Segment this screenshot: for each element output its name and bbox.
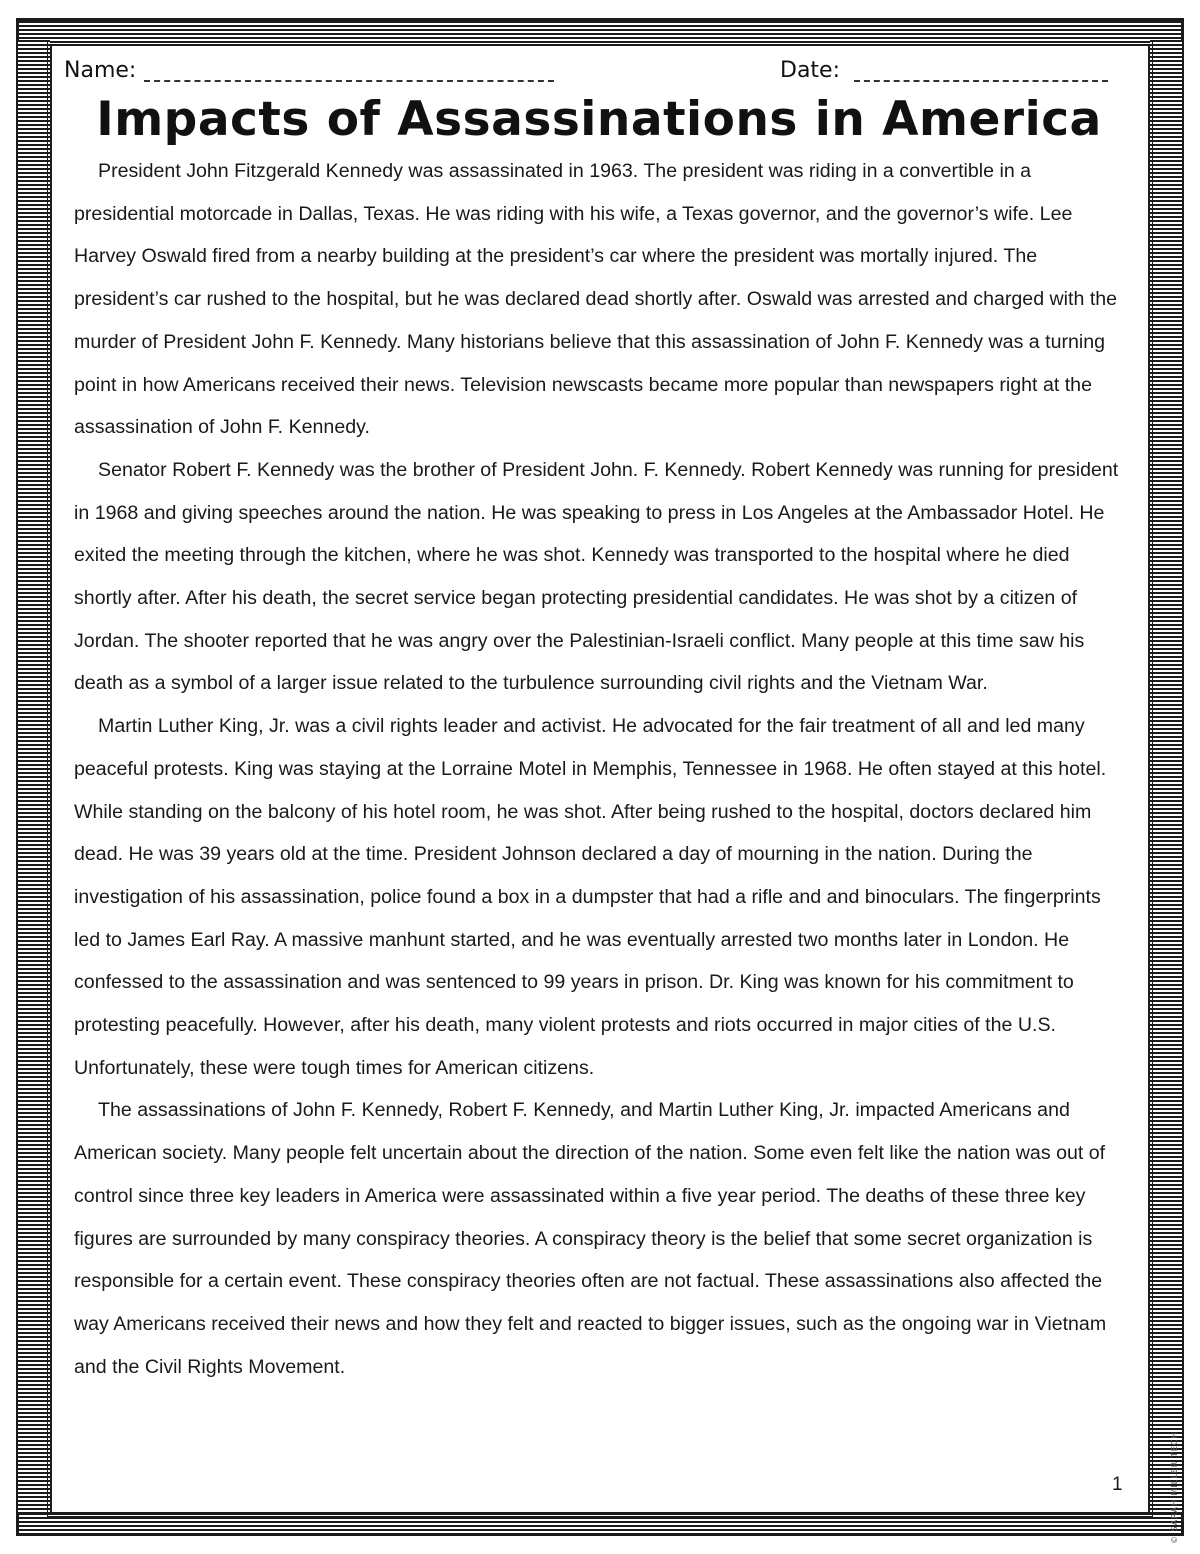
date-field-line	[854, 80, 1108, 82]
copyright-notice: © SARAH MILLER TECH	[1170, 1431, 1179, 1544]
name-field-line	[144, 80, 554, 82]
page-title: Impacts of Assassinations in America	[96, 92, 1102, 147]
date-label: Date:	[780, 58, 840, 83]
name-label: Name:	[64, 58, 137, 83]
paragraph-jfk: President John Fitzgerald Kennedy was assassinated in 1963. The president was riding in a convertible in a presidential motorcade in Dallas, Texas. He was riding with his wife, a Texas governor, and the governor’s wife. Lee Harvey Oswald fired from a nearby building at the president’s car where the president was mortally injured. The president’s car rushed to the hospital, but he was declared dead shortly after. Oswald was arrested and charged with the murder of President John F. Kennedy. Many historians believe that this assassination of John F. Kennedy was a turning point in how Americans received their news. Television newscasts became more popular than newspapers right at the assassination of John F. Kennedy.	[74, 160, 1118, 439]
header-row	[64, 54, 1124, 88]
border-right-stripes	[1150, 40, 1182, 1514]
paragraph-mlk: Martin Luther King, Jr. was a civil rights leader and activist. He advocated for the fair treatment of all and led many peaceful protests. King was staying at the Lorraine Motel in Memphis, Tennessee in 1968. He often stayed at this hotel. While standing on the balcony of his hotel room, he was shot. After being rushed to the hospital, doctors declared him dead. He was 39 years old at the time. President Johnson declared a day of mourning in the nation. During the investigation of his assassination, police found a box in a dumpster that had a rifle and and binoculars. The fingerprints led to James Earl Ray. A massive manhunt started, and he was eventually arrested two months later in London. He confessed to the assassination and was sentenced to 99 years in prison. Dr. King was known for his commitment to protesting peacefully. However, after his death, many violent protests and riots occurred in major cities of the U.S. Unfortunately, these were tough times for American citizens.	[74, 715, 1107, 1079]
paragraph-rfk: Senator Robert F. Kennedy was the brother of President John. F. Kennedy. Robert Kennedy was running for president in 1968 and giving speeches around the nation. He was speaking to press in Los Angeles at the Ambassador Hotel. He exited the meeting through the kitchen, where he was shot. Kennedy was transported to the hospital where he died shortly after. After his death, the secret service began protecting presidential candidates. He was shot by a citizen of Jordan. The shooter reported that he was angry over the Palestinian-Israeli conflict. Many people at this time saw his death as a symbol of a larger issue related to the turbulence surrounding civil rights and the Vietnam War.	[74, 458, 1119, 695]
article-body	[74, 150, 1130, 1388]
border-left-stripes	[18, 40, 50, 1514]
page-number: 1	[1112, 1474, 1123, 1495]
paragraph-conclusion: The assassinations of John F. Kennedy, Robert F. Kennedy, and Martin Luther King, Jr. impacted Americans and American society. Many people felt uncertain about the direction of the nation. Some even felt like the nation was out of control since three key leaders in America were assassinated within a five year period. The deaths of these three key figures are surrounded by many conspiracy theories. A conspiracy theory is the belief that some secret organization is responsible for a certain event. These conspiracy theories often are not factual. These assassinations also affected the way Americans received their news and how they felt and reacted to bigger issues, such as the ongoing war in Vietnam and the Civil Rights Movement.	[74, 1099, 1107, 1378]
